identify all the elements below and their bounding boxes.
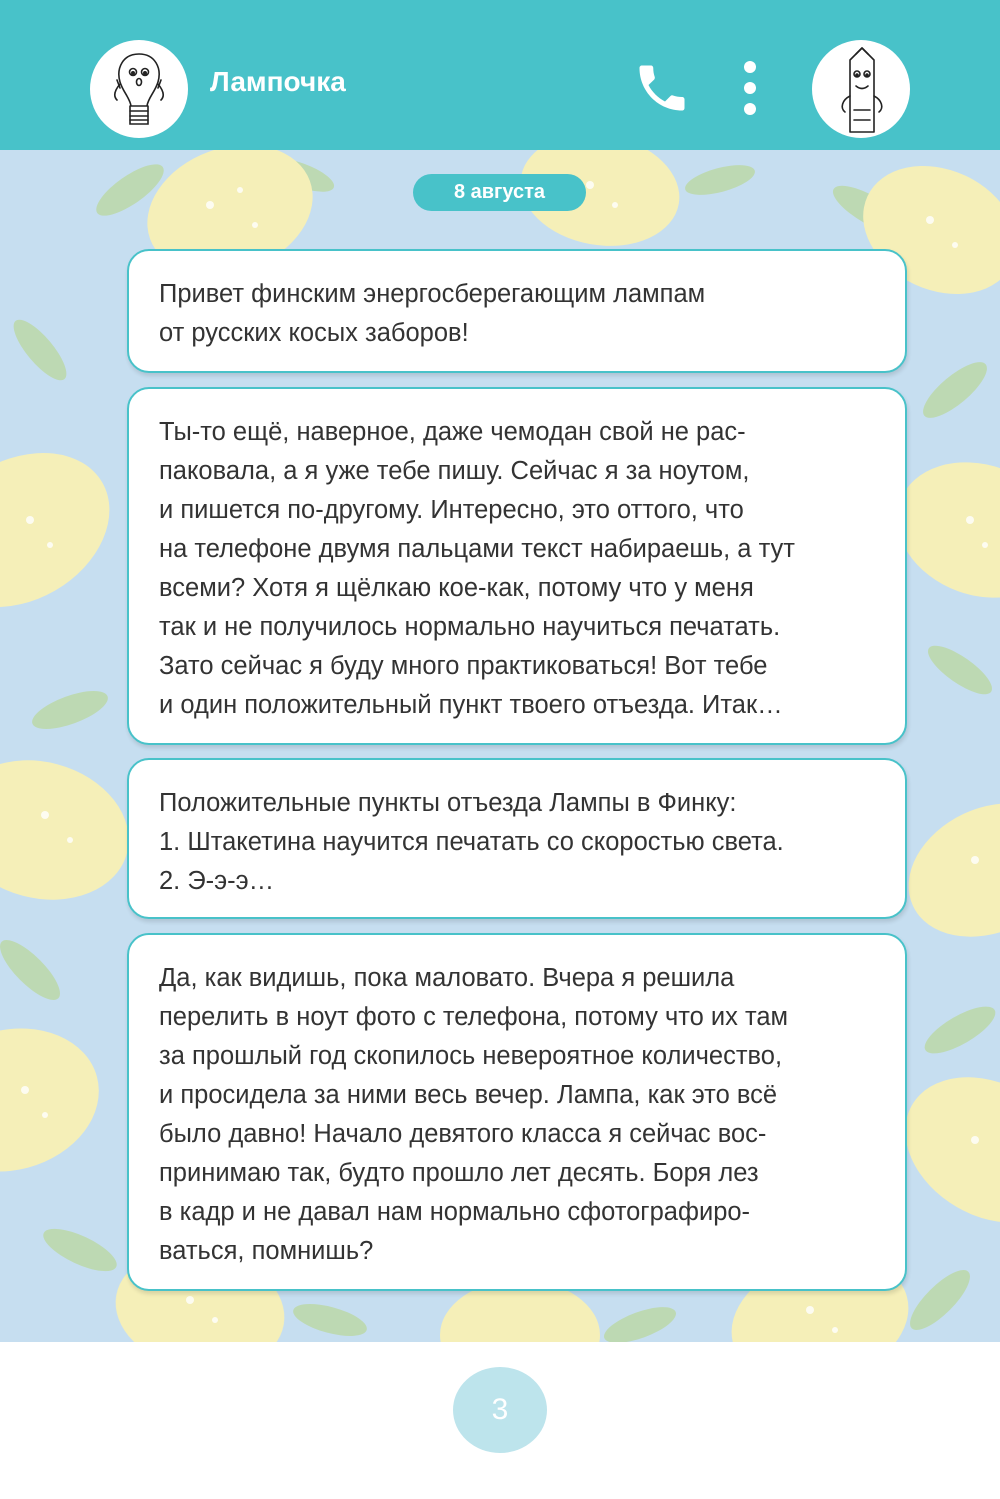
fence-picket-character-icon	[812, 40, 910, 138]
vertical-dots-icon	[735, 58, 765, 118]
message-line: в кадр и не давал нам нормально сфотографиро-	[159, 1198, 751, 1226]
message-line: было давно! Начало девятого класса я сейчас вос-	[159, 1120, 767, 1148]
message-line: 2. Э-э-э…	[159, 867, 275, 895]
phone-icon	[632, 58, 692, 118]
message-line: ваться, помнишь?	[159, 1237, 374, 1265]
message-line: Привет финским энергосберегающим лампам	[159, 280, 706, 308]
message-line: всеми? Хотя я щёлкаю кое-как, потому что у меня	[159, 574, 754, 602]
page-number: 3	[453, 1367, 547, 1453]
message-line: и просидела за ними весь вечер. Лампа, как это всё	[159, 1081, 778, 1109]
message-line: и пишется по-другому. Интересно, это оттого, что	[159, 496, 744, 524]
user-avatar[interactable]	[812, 40, 910, 138]
more-options-button[interactable]	[735, 58, 765, 118]
message-bubble[interactable]	[127, 758, 907, 919]
message-line: на телефоне двумя пальцами текст набираешь, а тут	[159, 535, 795, 563]
message-line: паковала, а я уже тебе пишу. Сейчас я за ноутом,	[159, 457, 750, 485]
message-line: так и не получилось нормально научиться печатать.	[159, 613, 781, 641]
contact-avatar[interactable]	[90, 40, 188, 138]
message-line: перелить в ноут фото с телефона, потому что их там	[159, 1003, 789, 1031]
message-line: Положительные пункты отъезда Лампы в Финку:	[159, 789, 737, 817]
chat-header	[0, 0, 1000, 150]
message-line: и один положительный пункт твоего отъезда. Итак…	[159, 691, 783, 719]
message-line: 1. Штакетина научится печатать со скоростью света.	[159, 828, 784, 856]
message-line: от русских косых заборов!	[159, 319, 469, 347]
call-button[interactable]	[632, 58, 692, 118]
message-bubble[interactable]	[127, 387, 907, 745]
message-line: принимаю так, будто прошло лет десять. Боря лез	[159, 1159, 759, 1187]
message-bubble[interactable]	[127, 933, 907, 1291]
message-line: Да, как видишь, пока маловато. Вчера я решила	[159, 964, 735, 992]
message-line: Зато сейчас я буду много практиковаться! Вот тебе	[159, 652, 768, 680]
date-separator: 8 августа	[413, 174, 586, 211]
message-bubble[interactable]	[127, 249, 907, 373]
message-line: за прошлый год скопилось невероятное количество,	[159, 1042, 783, 1070]
lightbulb-character-icon	[90, 40, 188, 138]
chat-title: Лампочка	[210, 66, 346, 97]
message-line: Ты-то ещё, наверное, даже чемодан свой не рас-	[159, 418, 746, 446]
